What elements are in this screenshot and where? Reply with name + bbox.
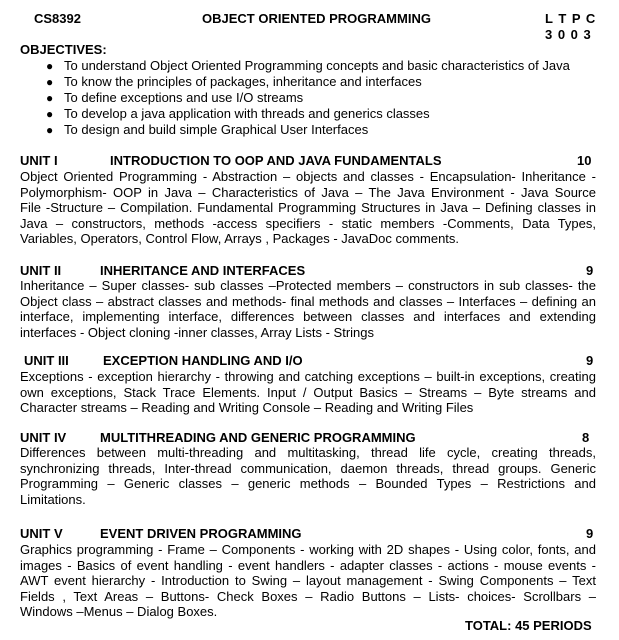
ltpc-label: L T P C [545,11,597,26]
unit-5-line: Graphics programming - Frame – Components - working with 2D shapes - Using color, fonts, and [20,542,596,557]
objective-item: ● To develop a java application with threads and generics classes [46,106,430,121]
unit-5-hours: 9 [586,526,594,541]
unit-2-body [20,278,596,340]
unit-4-line: synchronizing threads, Inter-thread communication, daemon threads, thread groups. Generic [20,460,596,476]
unit-5-title: EVENT DRIVEN PROGRAMMING [100,526,302,541]
unit-2-line: Object class – abstract classes and methods- final methods and classes – Interfaces – defining an [20,293,596,309]
unit-4-body [20,445,596,507]
unit-2-title: INHERITANCE AND INTERFACES [100,263,306,278]
objective-item: ● To design and build simple Graphical User Interfaces [46,122,369,137]
unit-3-hours: 9 [586,353,594,368]
unit-5-body [20,542,596,620]
unit-5-label: UNIT V [20,526,63,541]
unit-4-line: Differences between multi-threading and multitasking, thread life cycle, creating threads, [20,445,596,460]
unit-1-label: UNIT I [20,153,58,168]
course-code: CS8392 [34,11,81,26]
bullet-icon: ● [46,123,54,137]
unit-3-line: own exceptions, Stack Trace Elements. Input / Output Basics – Streams – Byte streams and [20,384,596,400]
unit-5-line: Windows –Menus – Dialog Boxes. [20,604,218,619]
objective-item: ● To define exceptions and use I/O streams [46,90,304,105]
unit-5-line: Fields , Text Areas – Buttons- Check Boxes – Radio Buttons – Lists- choices- Scrollbars – [20,588,596,604]
total-periods: TOTAL: 45 PERIODS [465,618,592,633]
objective-item: ● To understand Object Oriented Programming concepts and basic characteristics of Java [46,58,570,73]
unit-4-label: UNIT IV [20,430,67,445]
unit-1-line: Java – constructors, methods -access specifiers - static members -Comments, Data Types, [20,215,596,231]
unit-1-title: INTRODUCTION TO OOP AND JAVA FUNDAMENTALS [110,153,442,168]
unit-4-hours: 8 [582,430,590,445]
unit-1-line: Polymorphism- OOP in Java – Characteristics of Java – The Java Environment - Java Source [20,184,596,200]
unit-1-line: Variables, Operators, Control Flow, Arrays , Packages - JavaDoc comments. [20,231,460,246]
unit-4-line: Limitations. [20,491,86,507]
bullet-icon: ● [46,75,54,89]
bullet-icon: ● [46,91,54,105]
course-title: OBJECT ORIENTED PROGRAMMING [202,11,431,26]
objective-item: ● To know the principles of packages, inheritance and interfaces [46,74,422,89]
ltpc-values: 3 0 0 3 [545,27,592,42]
unit-3-label: UNIT III [24,353,69,368]
bullet-icon: ● [46,59,54,73]
objectives-heading: OBJECTIVES: [20,42,107,57]
unit-2-line: interfaces - Object cloning -inner classes, Array Lists - Strings [20,324,375,340]
unit-2-hours: 9 [586,263,594,278]
unit-4-line: Programming – Generic classes – generic methods – Bounded Types – Restrictions and [20,476,596,491]
unit-3-line: Exceptions - exception hierarchy - throwing and catching exceptions – built-in exceptions, creating [20,369,596,384]
unit-1-line: File -Structure – Compilation. Fundamental Programming Structures in Java – Defining classes in [20,200,596,215]
unit-3-title: EXCEPTION HANDLING AND I/O [103,353,303,368]
unit-3-line: Character streams – Reading and Writing Console – Reading and Writing Files [20,400,474,415]
unit-4-title: MULTITHREADING AND GENERIC PROGRAMMING [100,430,416,445]
unit-1-line: Object Oriented Programming - Abstraction – objects and classes - Encapsulation- Inheritance - [20,169,596,184]
bullet-icon: ● [46,107,54,121]
unit-2-line: Inheritance – Super classes- sub classes –Protected members – constructors in sub classes- the [20,278,596,293]
unit-3-body [20,369,596,416]
unit-1-hours: 10 [577,153,592,168]
unit-5-line: images - Basics of event handling - event handlers - adapter classes - actions - mouse events - [20,557,596,573]
unit-5-line: AWT event hierarchy - Introduction to Swing – layout management - Swing Components – Text [20,573,596,588]
objectives-list [44,58,570,138]
unit-2-line: interface, implementing interface, differences between classes and interfaces and extending [20,309,596,324]
unit-1-body [20,169,596,247]
unit-2-label: UNIT II [20,263,62,278]
